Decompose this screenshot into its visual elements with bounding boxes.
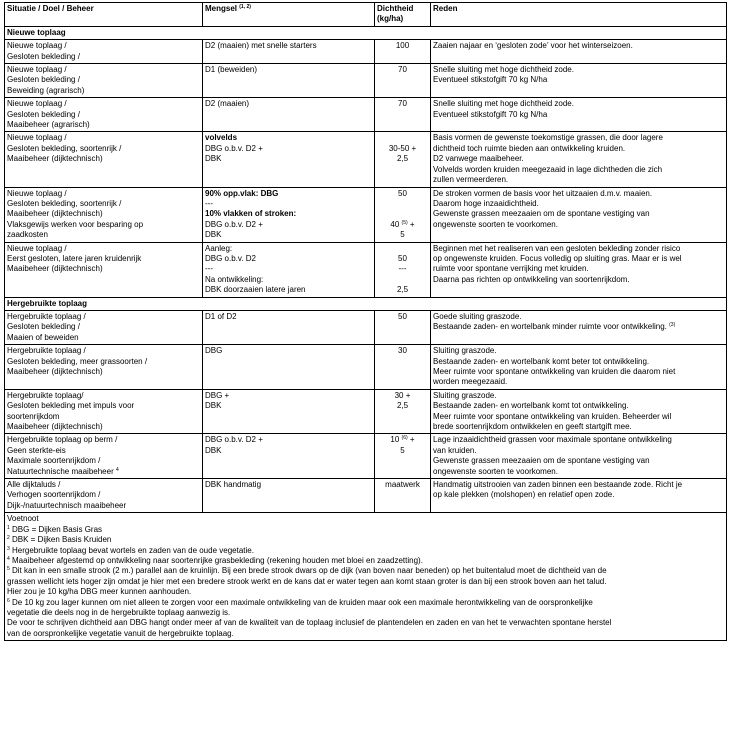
text-line: maatwerk [385,480,420,490]
text-line: Gesloten bekleding met impuls voor [7,401,135,411]
cell-mengsel [203,187,375,242]
table-row [5,40,727,64]
text-line: Maaibeheer (agrarisch) [7,120,90,130]
text-line [377,199,428,209]
text-line: DBK handmatig [205,480,262,490]
text-line: Sluiting graszode. [433,390,497,400]
text-line: DBK [205,445,222,455]
text-line: DBG o.b.v. D2 + [205,435,263,445]
text-line: 40 $^{(5)}$ + [390,219,415,229]
cell-mengsel [203,434,375,479]
cell-reden [431,345,727,390]
cell-situatie [5,345,203,390]
cell-mengsel [203,310,375,344]
footnote-line: $^3$ Hergebruikte toplaag bevat wortels en zaden van de oude vegetatie. [7,545,254,555]
cell-reden [431,187,727,242]
text-line: DBG o.b.v. D2 [205,253,256,263]
header-reden: Reden [431,3,727,27]
cell-dichtheid [375,434,431,479]
text-line: 5 [400,230,405,240]
text-line: Snelle sluiting met hoge dichtheid zode. [433,65,574,75]
text-line: op kale plekken (molshopen) en relatief open zode. [433,490,615,500]
text-line: 50 [398,188,407,198]
text-line: Goede sluiting graszode. [433,311,522,321]
cell-mengsel [203,40,375,64]
text-line: op ongewenste kruiden. Focus volledig op sluiting gras. Maar er is wel [433,253,682,263]
text-line: ruimte voor spontane verrijking met kruiden. [433,264,589,274]
cell-dichtheid [375,40,431,64]
text-line: 2,5 [396,154,409,164]
text-line: 70 [398,65,407,75]
text-line: zaadkosten [7,230,48,240]
cell-reden [431,310,727,344]
text-line: 70 [398,99,407,109]
footnote-line: $^2$ DBK = Dijken Basis Kruiden [7,535,112,545]
text-line: Gewenste grassen meezaaien om de spontane vestiging van [433,456,650,466]
cell-reden [431,64,727,98]
text-line: Hergebruikte toplaag / [7,346,86,356]
text-line: Eventueel stikstofgift 70 kg N/ha [433,109,548,119]
text-line: Bestaande zaden- en wortelbank komt beter tot ontwikkeling. [433,356,650,366]
cell-situatie [5,479,203,513]
cell-mengsel [203,64,375,98]
text-line: Maaibeheer (dijktechnisch) [7,367,103,376]
text-line: Meer ruimte voor spontane ontwikkeling van kruiden die daarom niet [433,367,676,376]
cell-situatie [5,132,203,187]
text-line: Meer ruimte voor spontane ontwikkeling van kruiden. Beheerder wil [433,411,672,421]
text-line: Eventueel stikstofgift 70 kg N/ha [433,75,548,85]
text-line: Gesloten bekleding, meer grassoorten / [7,356,148,366]
cell-situatie [5,98,203,132]
text-line: D2 (maaien) [205,99,250,109]
cell-reden [431,434,727,479]
cell-mengsel [203,479,375,513]
text-line: Maaibeheer (dijktechnisch) [7,264,103,274]
text-line: Beginnen met het realiseren van een gesloten bekleding zonder risico [433,243,681,253]
text-line: DBK [205,401,222,411]
header-row [5,3,727,27]
text-line: Nieuwe toplaag / [7,133,67,143]
table-row [5,434,727,479]
text-line: Hergebruikte toplaag/ [7,390,84,400]
cell-reden [431,132,727,187]
text-line: Zaaien najaar en ‘gesloten zode’ voor het winterseizoen. [433,41,633,51]
text-line: Maaien of beweiden [7,332,79,342]
text-line: DBK [205,230,222,240]
text-line: D2 (maaien) met snelle starters [205,41,317,51]
text-line: DBK doorzaaien latere jaren [205,285,306,295]
table-body [5,26,727,512]
text-line: dichtheid toch ruimte bieden aan ontwikkeling kruiden. [433,143,626,153]
footnotes-row [5,513,727,641]
footnote-line: $^6$ De 10 kg zou lager kunnen om niet alleen te zorgen voor een maximale ontwikkeling van de kruiden maar ook een maximale herontwikkeling van de oorspronkelijke [7,597,593,607]
cell-dichtheid [375,345,431,390]
cell-dichtheid [375,310,431,344]
text-line: DBK [205,154,222,164]
cell-mengsel [203,98,375,132]
text-line: De stroken vormen de basis voor het uitzaaien d.m.v. maaien. [433,188,653,198]
text-line: volvelds [205,133,238,143]
table-row [5,345,727,390]
text-line: Gesloten bekleding / [7,109,80,119]
cell-reden [431,389,727,434]
cell-situatie [5,389,203,434]
text-line: --- [398,264,407,274]
text-line: Alle dijktaluds / [7,480,61,490]
text-line: Gewenste grassen meezaaien om de spontane vestiging van [433,209,650,219]
text-line: Aanleg: [205,243,233,253]
text-line: 10% vlakken of stroken: [205,209,297,219]
text-line: Basis vormen de gewenste toekomstige grassen, die door lagere [433,133,663,143]
section-row [5,297,727,310]
text-line: Handmatig uitstrooien van zaden binnen een bestaande zode. Richt je [433,480,683,490]
text-line [377,244,428,254]
text-line: D1 of D2 [205,311,237,321]
text-line: DBG o.b.v. D2 + [205,219,263,229]
text-line: 30-50 + [388,143,417,153]
cell-situatie [5,40,203,64]
text-line: Bestaande zaden- en wortelbank minder ruimte voor ontwikkeling. $^{(3)}$ [433,322,676,332]
text-line: Na ontwikkeling: [205,274,264,284]
text-line: Hergebruikte toplaag op berm / [7,435,118,445]
cell-mengsel [203,389,375,434]
text-line: DBG [205,346,223,356]
footnote-line: $^1$ DBG = Dijken Basis Gras [7,524,103,534]
footnote-line: vegetatie die deels nog in de hergebruikte toplaag aanwezig is. [7,607,231,617]
cell-dichtheid [375,187,431,242]
cell-situatie [5,187,203,242]
text-line: 100 [395,41,410,51]
text-line: Hergebruikte toplaag / [7,311,86,321]
text-line: 5 [400,445,405,455]
text-line: soortenrijkdom [7,411,60,421]
text-line: Maaibeheer (dijktechnisch) [7,422,103,432]
table-row [5,389,727,434]
text-line: 2,5 [396,285,409,295]
cell-mengsel [203,242,375,297]
text-line: 30 + [394,390,411,400]
header-situatie: Situatie / Doel / Beheer [5,3,203,27]
text-line: Gesloten bekleding / [7,322,80,332]
cell-dichtheid [375,98,431,132]
text-line: Gesloten bekleding / [7,51,80,61]
header-mengsel: Mengsel $^{(1, 2)}$ [203,3,375,27]
cell-dichtheid [375,479,431,513]
text-line: Beweiding (agrarisch) [7,85,85,95]
footnote-line: $^5$ Dit kan in een smalle strook (2 m.) parallel aan de kruinlijn. Bij een brede strook dwars op de dijk (van boven naar beneden) op het buitentalud moet de dichtheid van de [7,566,607,576]
text-line [377,133,428,143]
cell-dichtheid [375,132,431,187]
text-line: Eerst gesloten, latere jaren kruidenrijk [7,253,142,263]
table-row [5,242,727,297]
text-line: 50 [398,311,407,321]
text-line: Nieuwe toplaag / [7,243,67,253]
text-line: Bestaande zaden- en wortelbank komt tot ontwikkeling. [433,401,629,411]
text-line: Nieuwe toplaag / [7,41,67,51]
text-line: Volvelds worden kruiden meegezaaid in lage dichtheden die zich [433,164,663,174]
text-line: Gesloten bekleding / [7,75,80,85]
text-line: Nieuwe toplaag / [7,188,67,198]
footnote-line: De voor te schrijven dichtheid aan DBG hangt onder meer af van de kwaliteit van de toplaag inclusief de plantendelen en zaden en van het te verwachten spontane herstel [7,618,612,628]
text-line [377,209,428,219]
text-line: Maaibeheer (dijktechnisch) [7,209,103,219]
text-line: worden meegezaaid. [433,377,508,387]
text-line: Natuurtechnische maaibeheer $^4$ [7,466,119,476]
text-line: van kruiden. [433,445,477,455]
text-line: Gesloten bekleding, soortenrijk / [7,198,122,208]
text-line [377,275,428,285]
cell-dichtheid [375,242,431,297]
text-line: Daarna pas richten op ontwikkeling van soortenrijkdom. [433,274,630,284]
cell-reden [431,242,727,297]
text-line: --- [205,264,213,274]
cell-reden [431,40,727,64]
text-line: Lage inzaaidichtheid grassen voor maximale spontane ontwikkeling [433,435,672,445]
table-row [5,132,727,187]
text-line: Nieuwe toplaag / [7,65,67,75]
cell-situatie [5,310,203,344]
footnote-line: $^4$ Maaibeheer afgestemd op ontwikkeling naar soortenrijke grasbekleding (rekening houden met bloei en zaadzetting). [7,555,423,565]
table-row [5,98,727,132]
text-line: Geen sterkte-eis [7,445,66,455]
text-line: ongewenste soorten te voorkomen. [433,219,558,229]
text-line: DBG + [205,390,230,400]
text-line: DBG o.b.v. D2 + [205,143,263,153]
cell-dichtheid [375,64,431,98]
table-row [5,310,727,344]
text-line: Dijk-/natuurtechnisch maaibeheer [7,500,127,510]
cell-dichtheid [375,389,431,434]
text-line: zullen vermeerderen. [433,175,509,185]
text-line: 10 $^{(6)}$ + [390,435,415,445]
section-title: Nieuwe toplaag [5,26,727,39]
text-line: Gesloten bekleding, soortenrijk / [7,143,122,153]
table-row [5,64,727,98]
cell-mengsel [203,345,375,390]
footnote-line: van de oorspronkelijke vegetatie vanuit de hergebruikte toplaag. [7,628,234,638]
table-row [5,187,727,242]
section-title: Hergebruikte toplaag [5,297,727,310]
text-line: 90% opp.vlak: DBG [205,188,279,198]
cell-mengsel [203,132,375,187]
section-row [5,26,727,39]
text-line: Maaibeheer (dijktechnisch) [7,154,103,164]
text-line: Sluiting graszode. [433,346,497,356]
text-line: D2 vanwege maaibeheer. [433,154,524,164]
seeding-table [4,2,727,641]
text-line: Snelle sluiting met hoge dichtheid zode. [433,99,574,109]
text-line: --- [205,198,213,208]
text-line: ongewenste soorten te voorkomen. [433,466,558,476]
footnote-line: Voetnoot [7,514,39,524]
cell-reden [431,98,727,132]
cell-situatie [5,64,203,98]
cell-reden [431,479,727,513]
text-line: 2,5 [396,401,409,411]
footnote-line: grassen wellicht iets hoger zijn omdat je hier met een bredere strook werkt en de kans dat er water tegen aan komt staan groter is dan bij een strook boven aan het talud. [7,576,607,586]
footnote-line: Hier zou je 10 kg/ha DBG meer kunnen aanhouden. [7,587,192,597]
text-line: Vlaksgewijs werken voor besparing op [7,219,144,229]
text-line: 30 [398,346,407,356]
text-line: Maximale soortenrijkdom / [7,456,101,466]
text-line: brede soortenrijkdom ontwikkelen en geeft startgift mee. [433,422,632,432]
text-line: Nieuwe toplaag / [7,99,67,109]
text-line: Verhogen soortenrijkdom / [7,490,101,500]
text-line: Daarom hoge inzaaidichtheid. [433,198,539,208]
table-row [5,479,727,513]
text-line: 50 [398,253,407,263]
header-dichtheid: Dichtheid (kg/ha) [375,3,431,27]
footnotes [5,513,727,641]
cell-situatie [5,434,203,479]
text-line: D1 (beweiden) [205,65,258,75]
cell-situatie [5,242,203,297]
